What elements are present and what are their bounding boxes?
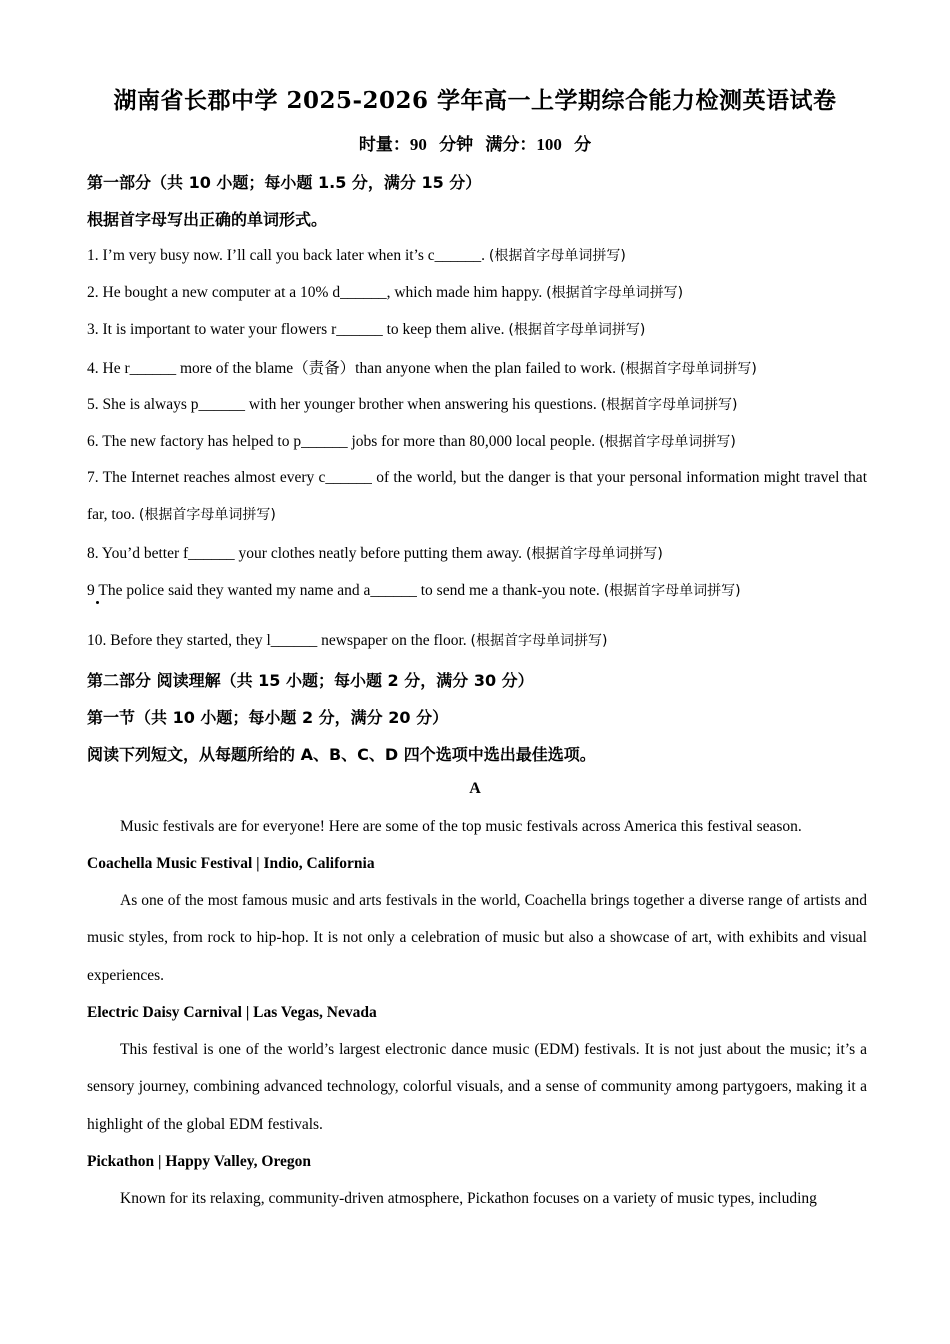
festival-name-pickathon: Pickathon | Happy Valley, Oregon: [87, 1153, 312, 1170]
question-9-dot-mark: [96, 601, 99, 604]
question-8: 8. You’d better f______ your clothes neatly before putting them away. (根据首字母单词拼写): [87, 545, 663, 562]
question-2: 2. He bought a new computer at a 10% d______, which made him happy. (根据首字母单词拼写): [87, 284, 684, 301]
passage-intro: Music festivals are for everyone! Here are some of the top music festivals across America this festival season.: [120, 818, 802, 835]
festival-text-edc: This festival is one of the world’s largest electronic dance music (EDM) festivals. It is not just about the music; it’s a sensory journey, combining advanced technology, colorful visuals, and a sense of community among partygoers, making it a highlight of the global EDM festivals.: [87, 1041, 867, 1133]
question-10: 10. Before they started, they l______ newspaper on the floor. (根据首字母单词拼写): [87, 632, 608, 649]
exam-time-score: 时量：90 分钟 满分：100 分: [358, 135, 592, 154]
festival-text-pickathon: Known for its relaxing, community-driven atmosphere, Pickathon focuses on a variety of music types, including: [120, 1190, 817, 1207]
part2-heading: 第二部分 阅读理解（共 15 小题；每小题 2 分，满分 30 分）: [87, 671, 534, 690]
question-1: 1. I’m very busy now. I’ll call you back later when it’s c______. (根据首字母单词拼写): [87, 247, 626, 264]
festival-text-coachella: As one of the most famous music and arts festivals in the world, Coachella brings together a diverse range of artists and music styles, from rock to hip-hop. It is not only a celebration of music but also a showcase of art, with exhibits and visual experiences.: [87, 892, 867, 984]
part1-instruction: 根据首字母写出正确的单词形式。: [87, 210, 328, 229]
question-3: 3. It is important to water your flowers r______ to keep them alive. (根据首字母单词拼写): [87, 321, 646, 338]
part2-instruction: 阅读下列短文，从每题所给的 A、B、C、D 四个选项中选出最佳选项。: [87, 745, 596, 764]
question-9: 9 The police said they wanted my name and a______ to send me a thank-you note. (根据首字母单词拼写): [87, 582, 741, 599]
exam-title: 湖南省长郡中学 2025-2026 学年高一上学期综合能力检测英语试卷: [113, 87, 837, 114]
question-6: 6. The new factory has helped to p______ jobs for more than 80,000 local people. (根据首字母单词拼写): [87, 433, 736, 450]
festival-name-coachella: Coachella Music Festival | Indio, California: [87, 855, 375, 872]
passage-label: A: [469, 780, 481, 797]
question-7: 7. The Internet reaches almost every c______ of the world, but the danger is that your personal information might travel that far, too. (根据首字母单词拼写): [87, 469, 867, 523]
question-4: 4. He r______ more of the blame（责备）than anyone when the plan failed to work. (根据首字母单词拼写): [87, 360, 757, 377]
festival-name-edc: Electric Daisy Carnival | Las Vegas, Nevada: [87, 1004, 377, 1021]
part2-section-heading: 第一节（共 10 小题；每小题 2 分，满分 20 分）: [87, 708, 449, 727]
question-5: 5. She is always p______ with her younger brother when answering his questions. (根据首字母单词拼写): [87, 396, 738, 413]
part1-heading: 第一部分（共 10 小题；每小题 1.5 分，满分 15 分）: [87, 173, 482, 192]
